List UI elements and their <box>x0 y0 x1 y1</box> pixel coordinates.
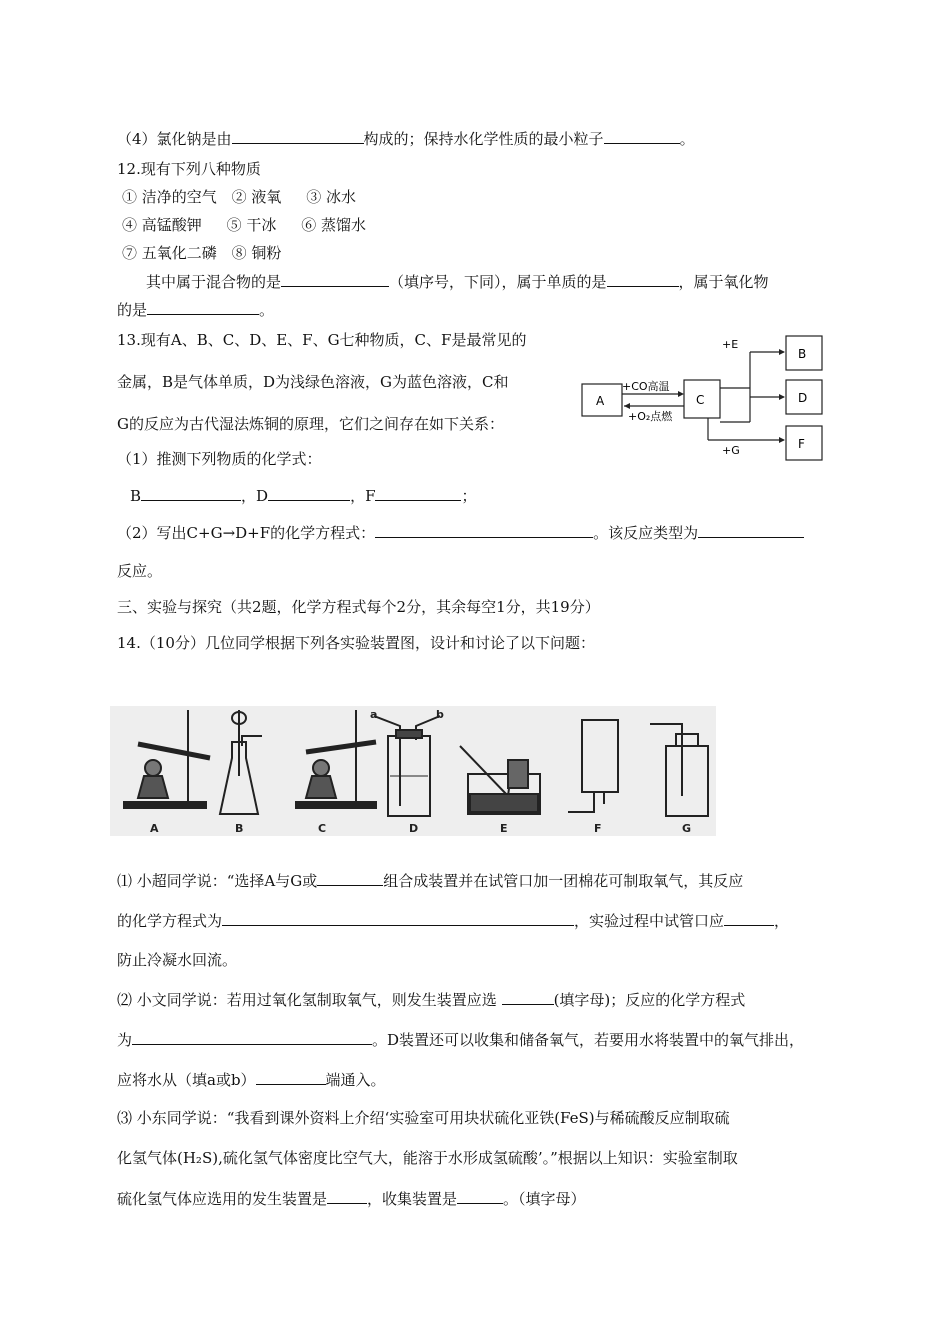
box-f-label: F <box>798 437 805 451</box>
box-d-label: D <box>798 391 808 405</box>
q12-question-cont: 的是 。 <box>117 301 275 319</box>
q14-part1-line3: 防止冷凝水回流。 <box>117 951 238 969</box>
answer-blank[interactable] <box>222 910 574 926</box>
answer-blank[interactable] <box>607 271 679 287</box>
answer-blank[interactable] <box>256 1069 326 1085</box>
box-b-label: B <box>798 347 807 361</box>
answer-blank[interactable] <box>698 522 804 538</box>
apparatus-label-e: E <box>500 822 508 835</box>
box-c-label: C <box>696 393 705 407</box>
answer-blank[interactable] <box>724 910 774 926</box>
port-b-label: b <box>436 708 444 721</box>
answer-blank[interactable] <box>327 1188 367 1204</box>
section-3-heading: 三、实验与探究（共2题，化学方程式每个2分，其余每空1分，共19分） <box>117 598 600 616</box>
q14-part3-line1: ⑶ 小东同学说：“我看到课外资料上介绍‘实验室可用块状硫化亚铁(FeS)与稀硫酸反应制取硫 <box>117 1109 730 1127</box>
answer-blank[interactable] <box>281 271 389 287</box>
q11-part4: （4）氯化钠是由 构成的；保持水化学性质的最小粒子 。 <box>117 130 695 148</box>
relation-diagram <box>572 328 834 464</box>
answer-blank[interactable] <box>375 522 593 538</box>
answer-blank[interactable] <box>268 485 350 501</box>
answer-blank[interactable] <box>317 870 383 886</box>
answer-blank[interactable] <box>502 989 554 1005</box>
q12-title: 12.现有下列八种物质 <box>117 160 261 178</box>
apparatus-label-c: C <box>318 822 327 835</box>
answer-blank[interactable] <box>604 128 680 144</box>
q12-row-2: ④ 高锰酸钾 ⑤ 干冰 ⑥ 蒸馏水 <box>122 216 366 234</box>
answer-blank[interactable] <box>141 485 241 501</box>
port-a-label: a <box>370 708 378 721</box>
plus-g-label: +G <box>722 444 740 457</box>
q14-part2-line1: ⑵ 小文同学说：若用过氧化氢制取氧气，则发生装置应选 (填字母)；反应的化学方程式 <box>117 991 746 1009</box>
q13-sub2: （2）写出C+G→D+F的化学方程式： 。该反应类型为 <box>117 522 804 543</box>
apparatus-label-f: F <box>594 822 602 835</box>
q13-formulas: B ，D ，F ； <box>130 487 477 505</box>
q12-question: 其中属于混合物的是 （填序号，下同），属于单质的是 ，属于氧化物 <box>146 273 769 291</box>
plus-e-label: +E <box>722 338 739 351</box>
q12-row-1: ① 洁净的空气 ② 液氧 ③ 冰水 <box>122 188 356 206</box>
q14-part2-line2: 为 。D装置还可以收集和储备氧气，若要用水将装置中的氧气排出， <box>117 1031 805 1049</box>
arrow-top-label: +CO高温 <box>622 380 670 393</box>
q13-line2: 金属，B是气体单质，D为浅绿色溶液，G为蓝色溶液，C和 <box>117 373 509 391</box>
answer-blank[interactable] <box>457 1188 503 1204</box>
q13-line1: 13.现有A、B、C、D、E、F、G七种物质，C、F是最常见的 <box>117 331 527 349</box>
q14-part2-line3: 应将水从（填a或b） 端通入。 <box>117 1071 386 1089</box>
apparatus-figure <box>110 706 716 836</box>
q14-part3-line2: 化氢气体(H₂S),硫化氢气体密度比空气大，能溶于水形成氢硫酸’。”根据以上知识：实验室制取 <box>117 1149 738 1167</box>
q14-part1-line1: ⑴ 小超同学说：“选择A与G或 组合成装置并在试管口加一团棉花可制取氧气，其反应 <box>117 872 744 890</box>
q13-sub1: （1）推测下列物质的化学式： <box>117 450 322 468</box>
answer-blank[interactable] <box>147 299 259 315</box>
answer-blank[interactable] <box>232 128 364 144</box>
apparatus-label-b: B <box>235 822 244 835</box>
apparatus-label-a: A <box>150 822 159 835</box>
answer-blank[interactable] <box>132 1029 372 1045</box>
q14-part1-line2: 的化学方程式为 ，实验过程中试管口应 ， <box>117 912 790 930</box>
q14-title: 14.（10分）几位同学根据下列各实验装置图，设计和讨论了以下问题： <box>117 634 595 652</box>
answer-blank[interactable] <box>375 485 461 501</box>
arrow-bottom-label: +O₂点燃 <box>628 410 673 423</box>
box-a-label: A <box>596 394 605 408</box>
q14-part3-line3: 硫化氢气体应选用的发生装置是 ，收集装置是 。（填字母） <box>117 1190 586 1208</box>
apparatus-label-d: D <box>409 822 419 835</box>
q13-sub2-cont: 反应。 <box>117 562 163 580</box>
q12-row-3: ⑦ 五氧化二磷 ⑧ 铜粉 <box>122 244 282 262</box>
q13-line3: G的反应为古代湿法炼铜的原理，它们之间存在如下关系： <box>117 415 504 433</box>
apparatus-label-g: G <box>682 822 692 835</box>
